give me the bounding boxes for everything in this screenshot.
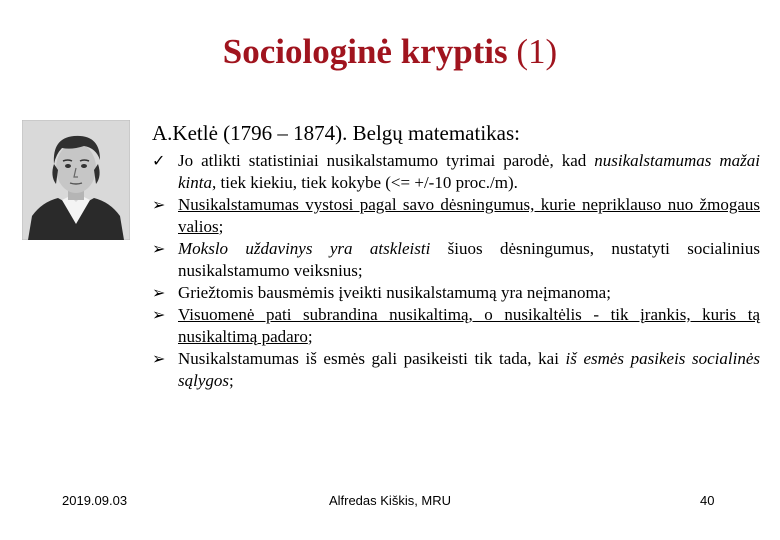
checkmark-icon: ✓ (152, 151, 166, 170)
slide-title (0, 30, 780, 74)
arrow-bullet-icon: ➢ (152, 239, 166, 258)
item-text: Griežtomis bausmėmis įveikti nusikalstamumą yra neįmanoma; (178, 283, 611, 302)
arrow-bullet-icon: ➢ (152, 305, 166, 324)
item-text: Nusikalstamumas vystosi pagal savo dėsningumus, kurie nepriklauso nuo žmogaus valios (178, 195, 760, 236)
item-text: Nusikalstamumas iš esmės gali pasikeisti tik tada, kai (178, 349, 566, 368)
list-item (152, 238, 760, 282)
list-item (152, 150, 760, 194)
footer-author: Alfredas Kiškis, MRU (328, 493, 452, 508)
item-text: , tiek kiekiu, tiek kokybe (<= +/-10 proc./m). (212, 173, 518, 192)
arrow-bullet-icon: ➢ (152, 349, 166, 368)
list-item (152, 282, 760, 304)
list-item (152, 304, 760, 348)
footer-date: 2019.09.03 (62, 493, 128, 508)
item-text: ; (218, 217, 224, 236)
list-item (152, 194, 760, 238)
item-text: ; (307, 327, 313, 346)
item-text: Mokslo uždavinys yra atskleisti (178, 239, 431, 258)
item-text: ; (229, 371, 234, 390)
item-text: nusikalstamumas mažai kinta (178, 151, 760, 192)
list-item (152, 348, 760, 392)
item-text: Jo atlikti statistiniai nusikalstamumo tyrimai parodė, kad (178, 151, 595, 170)
footer-page-number: 40 (700, 493, 715, 508)
portrait-image (22, 120, 130, 240)
bullet-list (152, 150, 760, 392)
arrow-bullet-icon: ➢ (152, 283, 166, 302)
title-number: (1) (516, 32, 558, 71)
arrow-bullet-icon: ➢ (152, 195, 166, 214)
item-text: iš esmės pasikeis socialinės sąlygos (178, 349, 760, 390)
person-heading: A.Ketlė (1796 – 1874). Belgų matematikas: (152, 121, 521, 145)
item-text: Visuomenė pati subrandina nusikaltimą, o nusikaltėlis - tik įrankis, kuris tą nusikaltimą padaro (178, 305, 760, 346)
title-text: Sociologinė kryptis (222, 32, 508, 71)
item-text: šiuos dėsningumus, nustatyti socialinius nusikalstamumo veiksnius; (178, 239, 760, 280)
